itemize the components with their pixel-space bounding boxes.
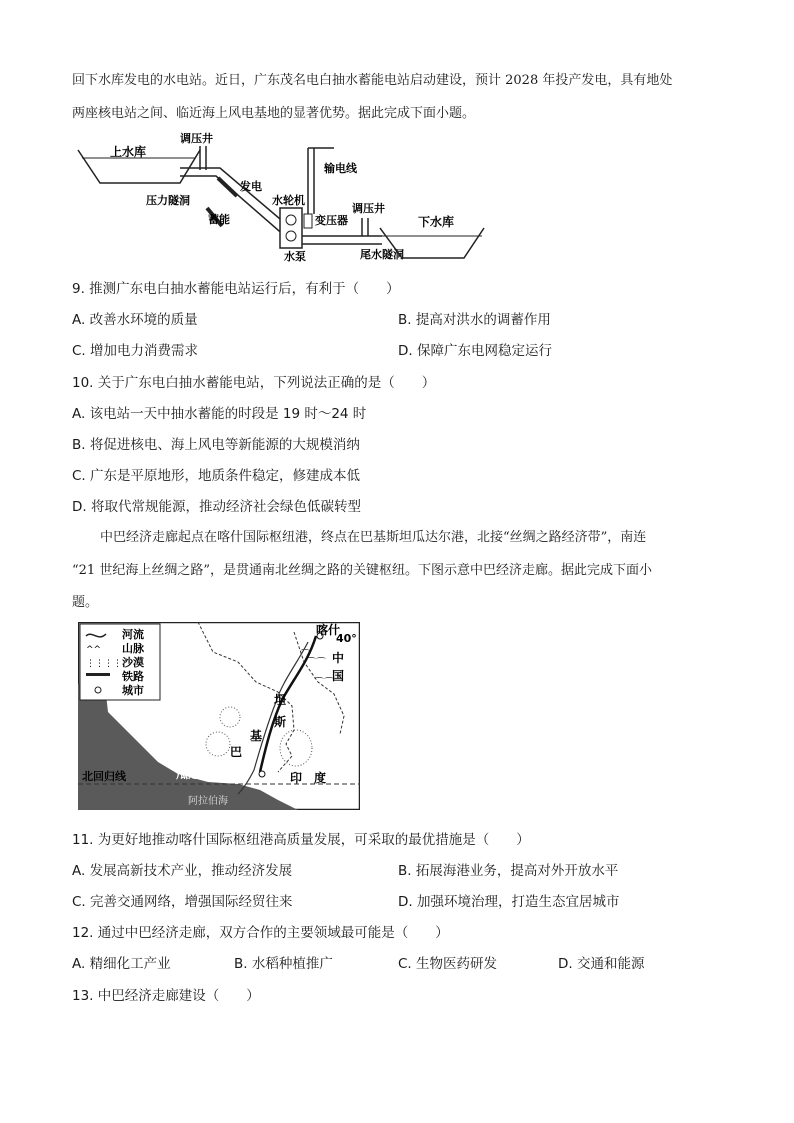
q12-option-b[interactable]: B. 水稻种植推广: [234, 956, 333, 972]
kashgar-label: 喀什: [316, 623, 341, 637]
q12-option-c[interactable]: C. 生物医药研发: [398, 956, 498, 972]
q10-option-b[interactable]: B. 将促进核电、海上风电等新能源的大规模消纳: [72, 437, 360, 453]
turbine-box: [280, 208, 302, 248]
upper-reservoir-label: 上水库: [110, 145, 147, 159]
sea-label: 阿拉伯海: [188, 796, 228, 807]
q9-option-c[interactable]: C. 增加电力消费需求: [72, 343, 199, 359]
legend-city: 城市: [122, 684, 144, 697]
tailwater-tunnel-label: 尾水隧洞: [360, 248, 404, 261]
q12-stem: 12. 通过中巴经济走廊，双方合作的主要领域最可能是（ ）: [72, 925, 449, 941]
q11-stem: 11. 为更好地推动喀什国际枢纽港高质量发展，可采取的最优措施是（ ）: [72, 832, 530, 848]
q11-option-b[interactable]: B. 拓展海港业务，提高对外开放水平: [398, 863, 619, 879]
q11-option-a[interactable]: A. 发展高新技术产业，推动经济发展: [72, 863, 293, 879]
q9-option-b[interactable]: B. 提高对洪水的调蓄作用: [398, 312, 551, 328]
pakistan-label-4: 坦: [274, 693, 287, 707]
passage2-line-2: “21 世纪海上丝绸之路”，是贯通南北丝绸之路的关键枢纽。下图示意中巴经济走廊。据此完成下面小: [72, 563, 652, 578]
q11-option-d[interactable]: D. 加强环境治理，打造生态宜居城市: [398, 894, 620, 910]
gwadar-label: 瓜达尔港: [176, 767, 225, 781]
q10-option-c[interactable]: C. 广东是平原地形，地质条件稳定，修建成本低: [72, 468, 361, 484]
intro-line-1: 回下水库发电的水电站。近日，广东茂名电白抽水蓄能电站启动建设，预计 2028 年投产发电，具有地处: [72, 73, 673, 88]
pakistan-label-3: 斯: [274, 715, 287, 729]
legend-desert: 沙漠: [122, 656, 144, 669]
svg-text:^^: ^^: [86, 645, 102, 655]
intro-line-2: 两座核电站之间、临近海上风电基地的显著优势。据此完成下面小题。: [72, 106, 476, 121]
q9-option-d[interactable]: D. 保障广东电网稳定运行: [398, 343, 552, 359]
pump-label: 水泵: [284, 250, 306, 263]
q13-stem: 13. 中巴经济走廊建设（ ）: [72, 988, 260, 1004]
legend-railway: 铁路: [122, 670, 144, 683]
india-label: 印 度: [290, 771, 327, 785]
passage2-line-1: 中巴经济走廊起点在喀什国际枢纽港，终点在巴基斯坦瓜达尔港，北接“丝绸之路经济带”，南连: [100, 530, 647, 545]
cpec-map: [78, 622, 360, 810]
svg-text:⌒⌒: ⌒⌒: [314, 678, 334, 689]
tropic-label: 北回归线: [82, 770, 126, 783]
surge-shaft-left-label: 调压井: [180, 132, 213, 145]
map-legend: [80, 624, 160, 700]
svg-text:⌒: ⌒: [300, 650, 310, 661]
q12-option-d[interactable]: D. 交通和能源: [558, 956, 645, 972]
q10-option-d[interactable]: D. 将取代常规能源，推动经济社会绿色低碳转型: [72, 499, 361, 515]
pressure-tunnel-label: 压力隧洞: [146, 194, 190, 207]
transformer-label: 变压器: [315, 214, 348, 227]
q9-stem: 9. 推测广东电白抽水蓄能电站运行后，有利于（ ）: [72, 281, 400, 297]
store-label: 蓄能: [208, 213, 230, 226]
turbine-label: 水轮机: [272, 194, 305, 207]
china-label-1: 中: [332, 651, 345, 665]
lat40-label: 40°: [336, 632, 357, 645]
svg-text:⋮⋮⋮⋮: ⋮⋮⋮⋮: [86, 659, 122, 669]
pakistan-label-2: 基: [250, 729, 263, 743]
china-label-2: 国: [332, 669, 345, 683]
q9-option-a[interactable]: A. 改善水环境的质量: [72, 312, 198, 328]
legend-mountain: 山脉: [122, 642, 144, 655]
transmission-line-label: 输电线: [324, 162, 357, 175]
legend-river: 河流: [122, 628, 144, 641]
surge-shaft-right-label: 调压井: [352, 202, 385, 215]
pakistan-label-1: 巴: [230, 745, 243, 759]
lower-reservoir-label: 下水库: [418, 215, 455, 229]
q10-stem: 10. 关于广东电白抽水蓄能电站，下列说法正确的是（ ）: [72, 375, 436, 391]
q10-option-a[interactable]: A. 该电站一天中抽水蓄能的时段是 19 时～24 时: [72, 406, 367, 422]
pumped-storage-diagram: [72, 128, 492, 268]
gwadar-dot: [259, 771, 265, 777]
q12-option-a[interactable]: A. 精细化工产业: [72, 956, 171, 972]
svg-text:⌒⌒: ⌒⌒: [306, 658, 326, 669]
passage2-line-3: 题。: [72, 595, 99, 610]
generate-label: 发电: [240, 180, 262, 193]
q11-option-c[interactable]: C. 完善交通网络，增强国际经贸往来: [72, 894, 293, 910]
